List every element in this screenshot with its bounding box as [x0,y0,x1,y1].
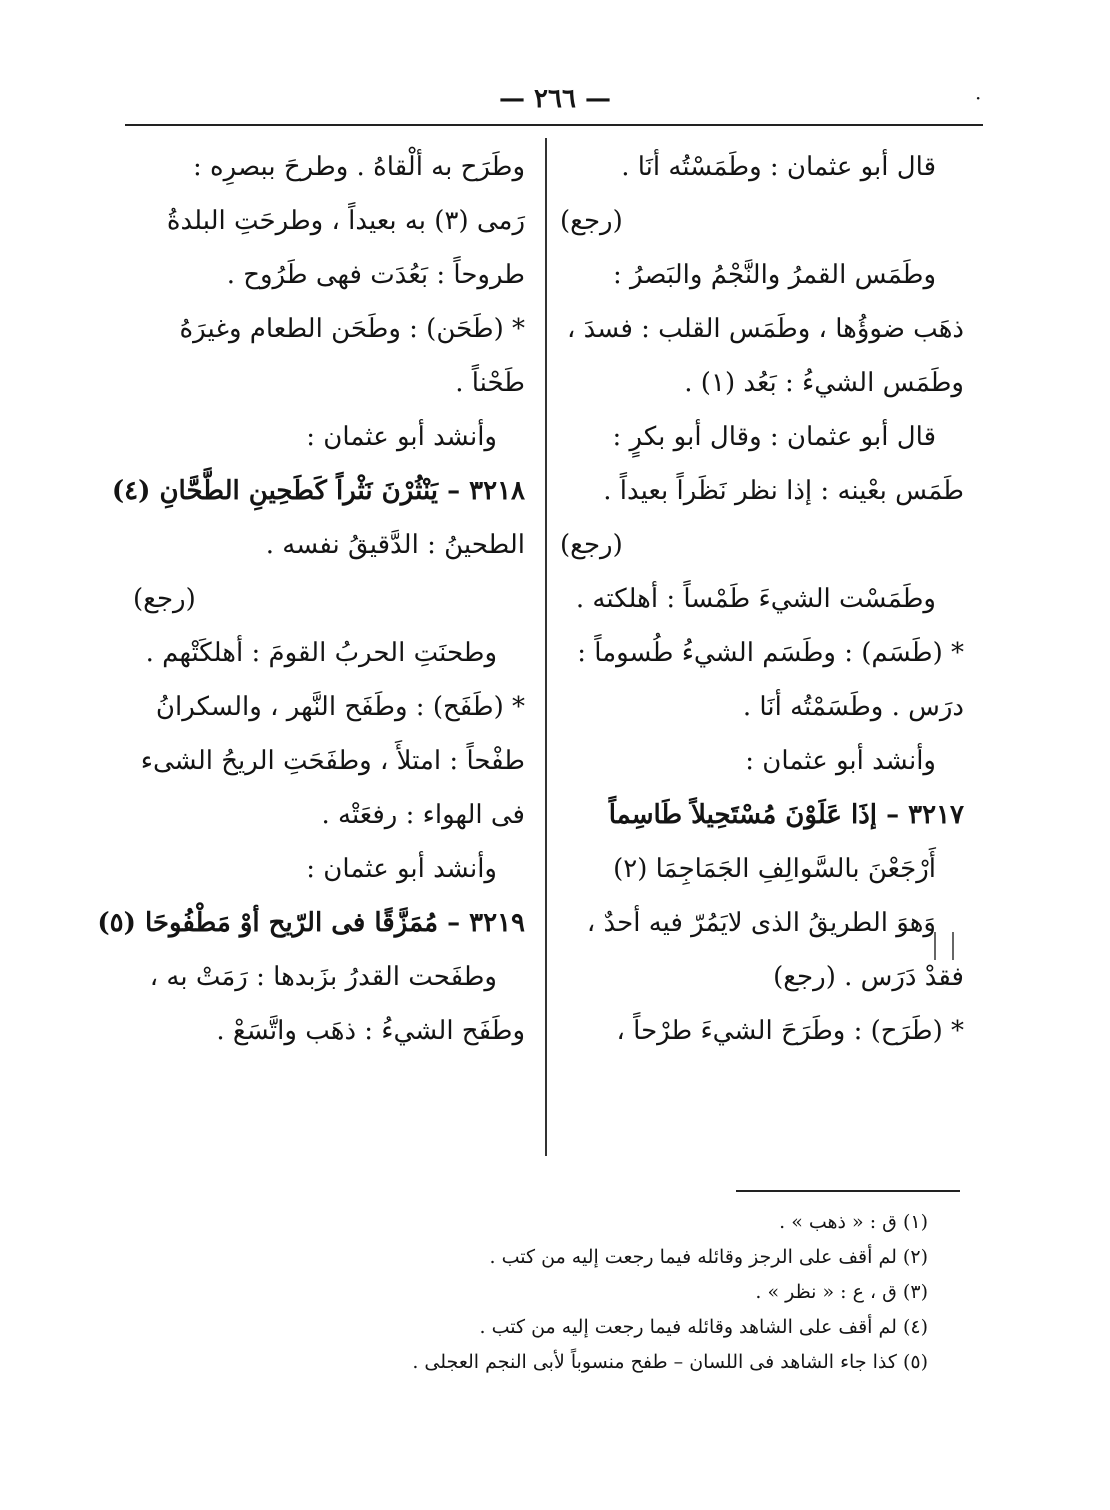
text-line: رَمى (٣) به بعيداً ، وطرحَتِ البلدةُ [166,206,525,236]
footnote: (٢) لم أقف على الرجز وقائله فيما رجعت إليه من كتب . [489,1246,928,1268]
resume-marker: (رجع) [560,206,623,236]
footnotes [300,1205,928,1380]
entry-heading: * (طَسَم) : وطَسَم الشيءُ طُسوماً : [577,638,964,668]
text-line: ذهَب ضوؤُها ، وطَمَس القلب : فسدَ ، [566,314,964,344]
text-line: وطفَحت القدرُ بزَبدها : رَمَتْ به ، [149,962,497,992]
resume-marker: (رجع) [560,530,623,560]
text-line [560,194,964,248]
column-divider [545,138,547,1156]
text-line: وطحنَتِ الحربُ القومَ : أهلكَتْهم . [145,638,497,668]
resume-marker: (رجع) [133,584,196,614]
text-line: قال أبو عثمان : وقال أبو بكرٍ : [612,422,936,452]
text-line [560,518,964,572]
header-rule [125,124,983,126]
footnote: (٣) ق ، ع : « نظر » . [755,1281,928,1303]
text-line: وطَمَس الشيءُ : بَعُد (١) . [684,368,964,398]
text-line: وطَرَح به ألْقاهُ . وطرحَ ببصرِه : [193,152,525,182]
text-line: وأنشد أبو عثمان : [306,854,497,884]
entry-heading: * (طَحَن) : وطَحَن الطعام وغيرَهُ [179,314,525,344]
text-line: طَحْناً . [455,368,525,398]
text-line: طروحاً : بَعُدَت فهى طَرُوح . [226,260,525,290]
text-line: درَس . وطَسَمْتُه أنَا . [742,692,964,722]
text-line: قال أبو عثمان : وطَمَسْتُه أنَا . [621,152,936,182]
footnote: (٥) كذا جاء الشاهد فى اللسان – طفح منسوباً لأبى النجم العجلى . [412,1351,928,1373]
text-line [133,572,525,626]
text-line: وطَفَح الشيءُ : ذهَب واتَّسَعْ . [216,1016,525,1046]
text-line: وَهوَ الطريقُ الذى لايَمُرّ فيه أحدٌ ، [586,908,936,938]
footnote: (١) ق : « ذهب » . [779,1211,928,1233]
text-line: فقدْ دَرَس . (رجع) [773,962,964,992]
entry-heading: * (طَفَح) : وطَفَح النَّهر ، والسكرانُ [155,692,525,722]
footnote: (٤) لم أقف على الشاهد وقائله فيما رجعت إليه من كتب . [479,1316,928,1338]
margin-dot: · [975,86,982,110]
text-line: فى الهواء : رفعَتْه . [321,800,525,830]
page-number: — ٢٦٦ — [498,84,612,114]
text-line: وأنشد أبو عثمان : [745,746,936,776]
right-column [560,140,964,1058]
verse-line: ٣٢١٨ – يَنْثُرْنَ نَثْراً كَطَحِينِ الطَّحَّانِ (٤) [111,476,525,506]
verse-line: ٣٢١٩ – مُمَزَّقًا فى الرّيح أوْ مَطْفُوحَا (٥) [97,908,525,938]
text-line: طَمَس بعْينه : إذا نظر نَظَراً بعيداً . [603,476,964,506]
text-line: الطحينُ : الدَّقيقُ نفسه . [265,530,525,560]
entry-heading: * (طَرَح) : وطَرَحَ الشيءَ طرْحاً ، [616,1016,964,1046]
verse-line: ٣٢١٧ – إذَا عَلَوْنَ مُسْتَحِيلاً طَاسِماً [608,800,964,830]
text-line: طفْحاً : امتلأَ ، وطفَحَتِ الريحُ الشىء [140,746,525,776]
text-line: وأنشد أبو عثمان : [306,422,497,452]
text-line: وطَمَسْت الشيءَ طَمْساً : أهلكته . [575,584,936,614]
footnote-rule [736,1190,960,1192]
text-line: وطَمَس القمرُ والنَّجْمُ والبَصرُ : [613,260,936,290]
verse-line: أَرْجَعْنَ بالسَّوالِفِ الجَمَاجِمَا (٢) [613,854,936,884]
left-column [97,140,525,1058]
